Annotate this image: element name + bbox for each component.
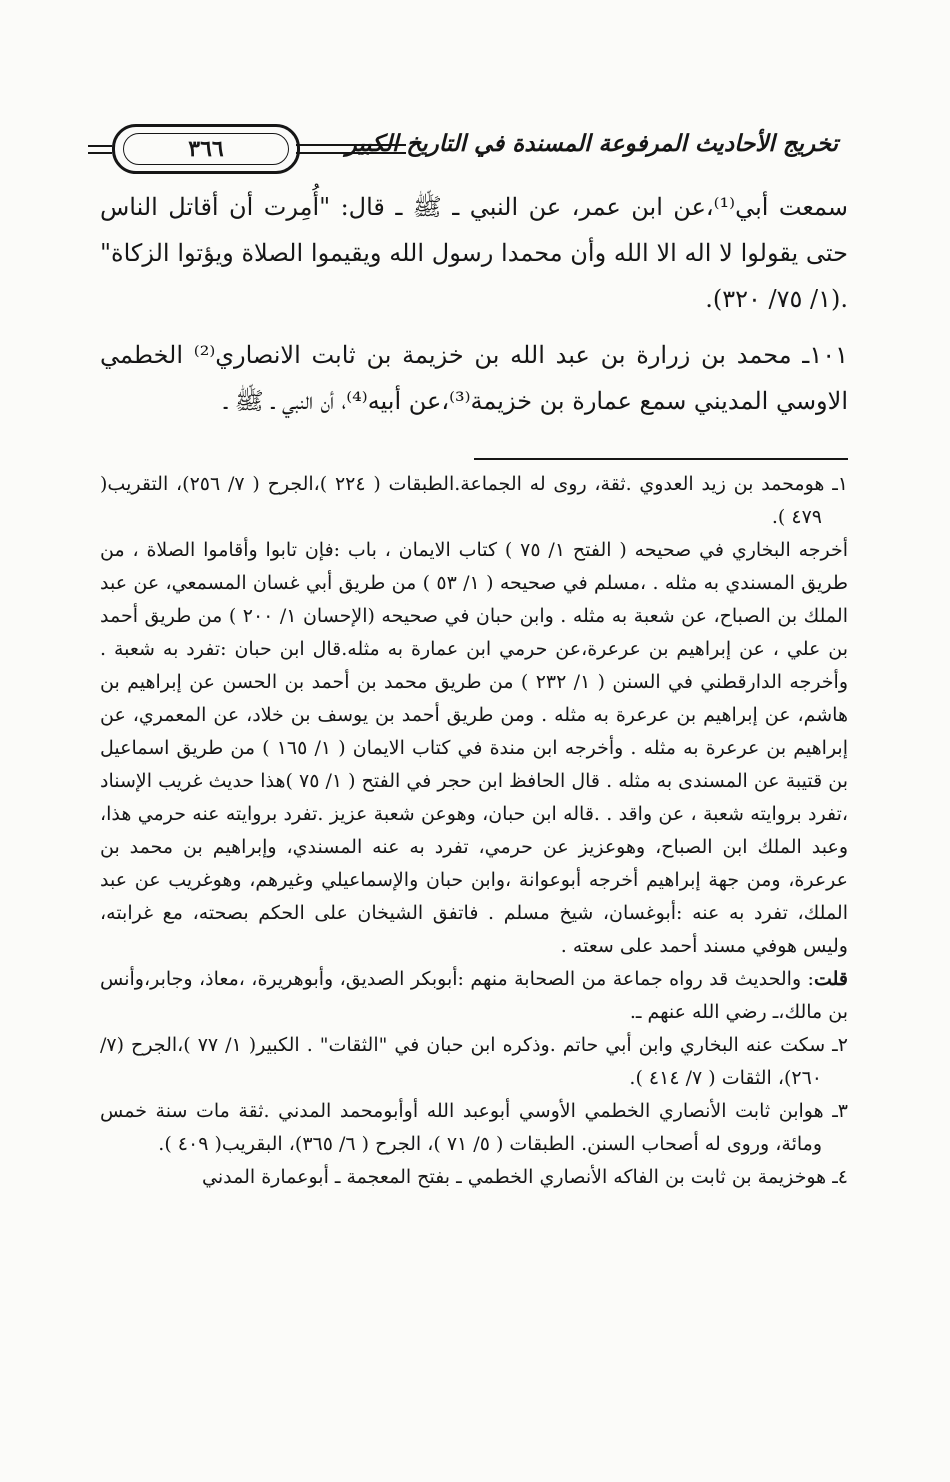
running-title: تخريج الأحاديث المرفوعة المسندة في التاريخ الكبير <box>345 130 838 157</box>
footnote-1-note <box>100 963 848 1029</box>
footnote-3: ٣ـ هوابن ثابت الأنصاري الخطمي الأوسي أبوعبد الله أوأبومحمد المدني .ثقة مات سنة خمس ومائة، وروى له أصحاب السنن. الطبقات ( ٥/ ٧١ )، الجرح ( ٦/ ٣٦٥)، البقريب( ٤٠٩ ). <box>100 1100 848 1155</box>
main-paragraph-2: ١٠١ـ محمد بن زرارة بن عبد الله بن خزيمة بن ثابت الانصاري⁽²⁾ الخطمي الاوسي المديني سمع عمارة بن خزيمة⁽³⁾،عن أبيه⁽⁴⁾، أن النبي ـ ﷺ ـ <box>100 341 849 415</box>
footnote-1: ١ـ هومحمد بن زيد العدوي .ثقة، روى له الجماعة.الطبقات ( ٢٢٤ )،الجرح ( ٧/ ٢٥٦)، التقريب( ٤٧٩ ). <box>100 473 848 528</box>
footnotes <box>100 468 848 1194</box>
footnote-2: ٢ـ سكت عنه البخاري وابن أبي حاتم .وذكره ابن حبان في "الثقات" . الكبير( ١/ ٧٧ )،الجرح (٧/ ٢٦٠)، الثقات ( ٧/ ٤١٤ ). <box>100 1034 848 1089</box>
qult-text: : والحديث قد رواه جماعة من الصحابة منهم :أبوبكر الصديق، وأبوهريرة، ،معاذ، وجابر،وأنس بن مالك،ـ رضي الله عنهم ـ. <box>100 968 848 1023</box>
page-number-frame <box>112 124 300 174</box>
footnote-4: ٤ـ هوخزيمة بن ثابت بن الفاكه الأنصاري الخطمي ـ بفتح المعجمة ـ أبوعمارة المدني <box>202 1166 848 1188</box>
page-number: ٣٦٦ <box>123 133 289 165</box>
qult-label: قلت <box>813 968 848 990</box>
footnote-separator <box>474 458 848 460</box>
main-paragraph-1: سمعت أبي⁽¹⁾،عن ابن عمر، عن النبي ـ ﷺ ـ قال: "أُمِرت أن أقاتل الناس حتى يقولوا لا اله الا الله وأن محمدا رسول الله ويقيموا الصلاة ويؤتوا الزكاة" .(١/ ٧٥/ ٣٢٠). <box>100 193 848 313</box>
header-rule-left <box>88 145 112 154</box>
page-header <box>88 122 838 174</box>
footnote-1-takhrij: أخرجه البخاري في صحيحه ( الفتح ١/ ٧٥ ) كتاب الايمان ، باب :فإن تابوا وأقاموا الصلاة ، من طريق المسندي به مثله . ،مسلم في صحيحه ( ١/ ٥٣ ) من طريق أبي غسان المسمعي، عن عبد الملك بن الصباح، عن شعبة به مثله . وابن حبان في صحيحه (الإحسان ١/ ٢٠٠ ) من طريق أحمد بن علي ، عن إبراهيم بن عرعرة،عن حرمي ابن عمارة به مثله.قال ابن حبان :تفرد به شعبة . وأخرجه الدارقطني في السنن ( ١/ ٢٣٢ ) من طريق محمد بن أحمد بن الحسن عن إبراهيم بن هاشم، عن إبراهيم بن عرعرة به مثله . ومن طريق أحمد بن يوسف بن خلاد، عن المعمري، عن إبراهيم بن عرعرة به مثله . وأخرجه ابن مندة في كتاب الايمان ( ١/ ١٦٥ ) من طريق اسماعيل بن قتيبة عن المسندى به مثله . قال الحافظ ابن حجر في الفتح ( ١/ ٧٥ )هذا حديث غريب الإسناد ،تفرد بروايته شعبة ، عن واقد . .قاله ابن حبان، وهوعن شعبة عزيز .تفرد بروايته عنه حرمي هذا، وعبد الملك ابن الصباح، وهوعزيز عن حرمي، تفرد به عنه المسندي، وإبراهيم بن محمد بن عرعرة، ومن جهة إبراهيم أخرجه أبوعوانة ،وابن حبان والإسماعيلي وغيرهم، وهوغريب عن عبد الملك، تفرد به عنه :أبوغسان، شيخ مسلم . فاتفق الشيخان على الحكم بصحته، مع غرابته، وليس هوفي مسند أحمد على سعته . <box>100 539 849 957</box>
main-text <box>100 184 848 424</box>
